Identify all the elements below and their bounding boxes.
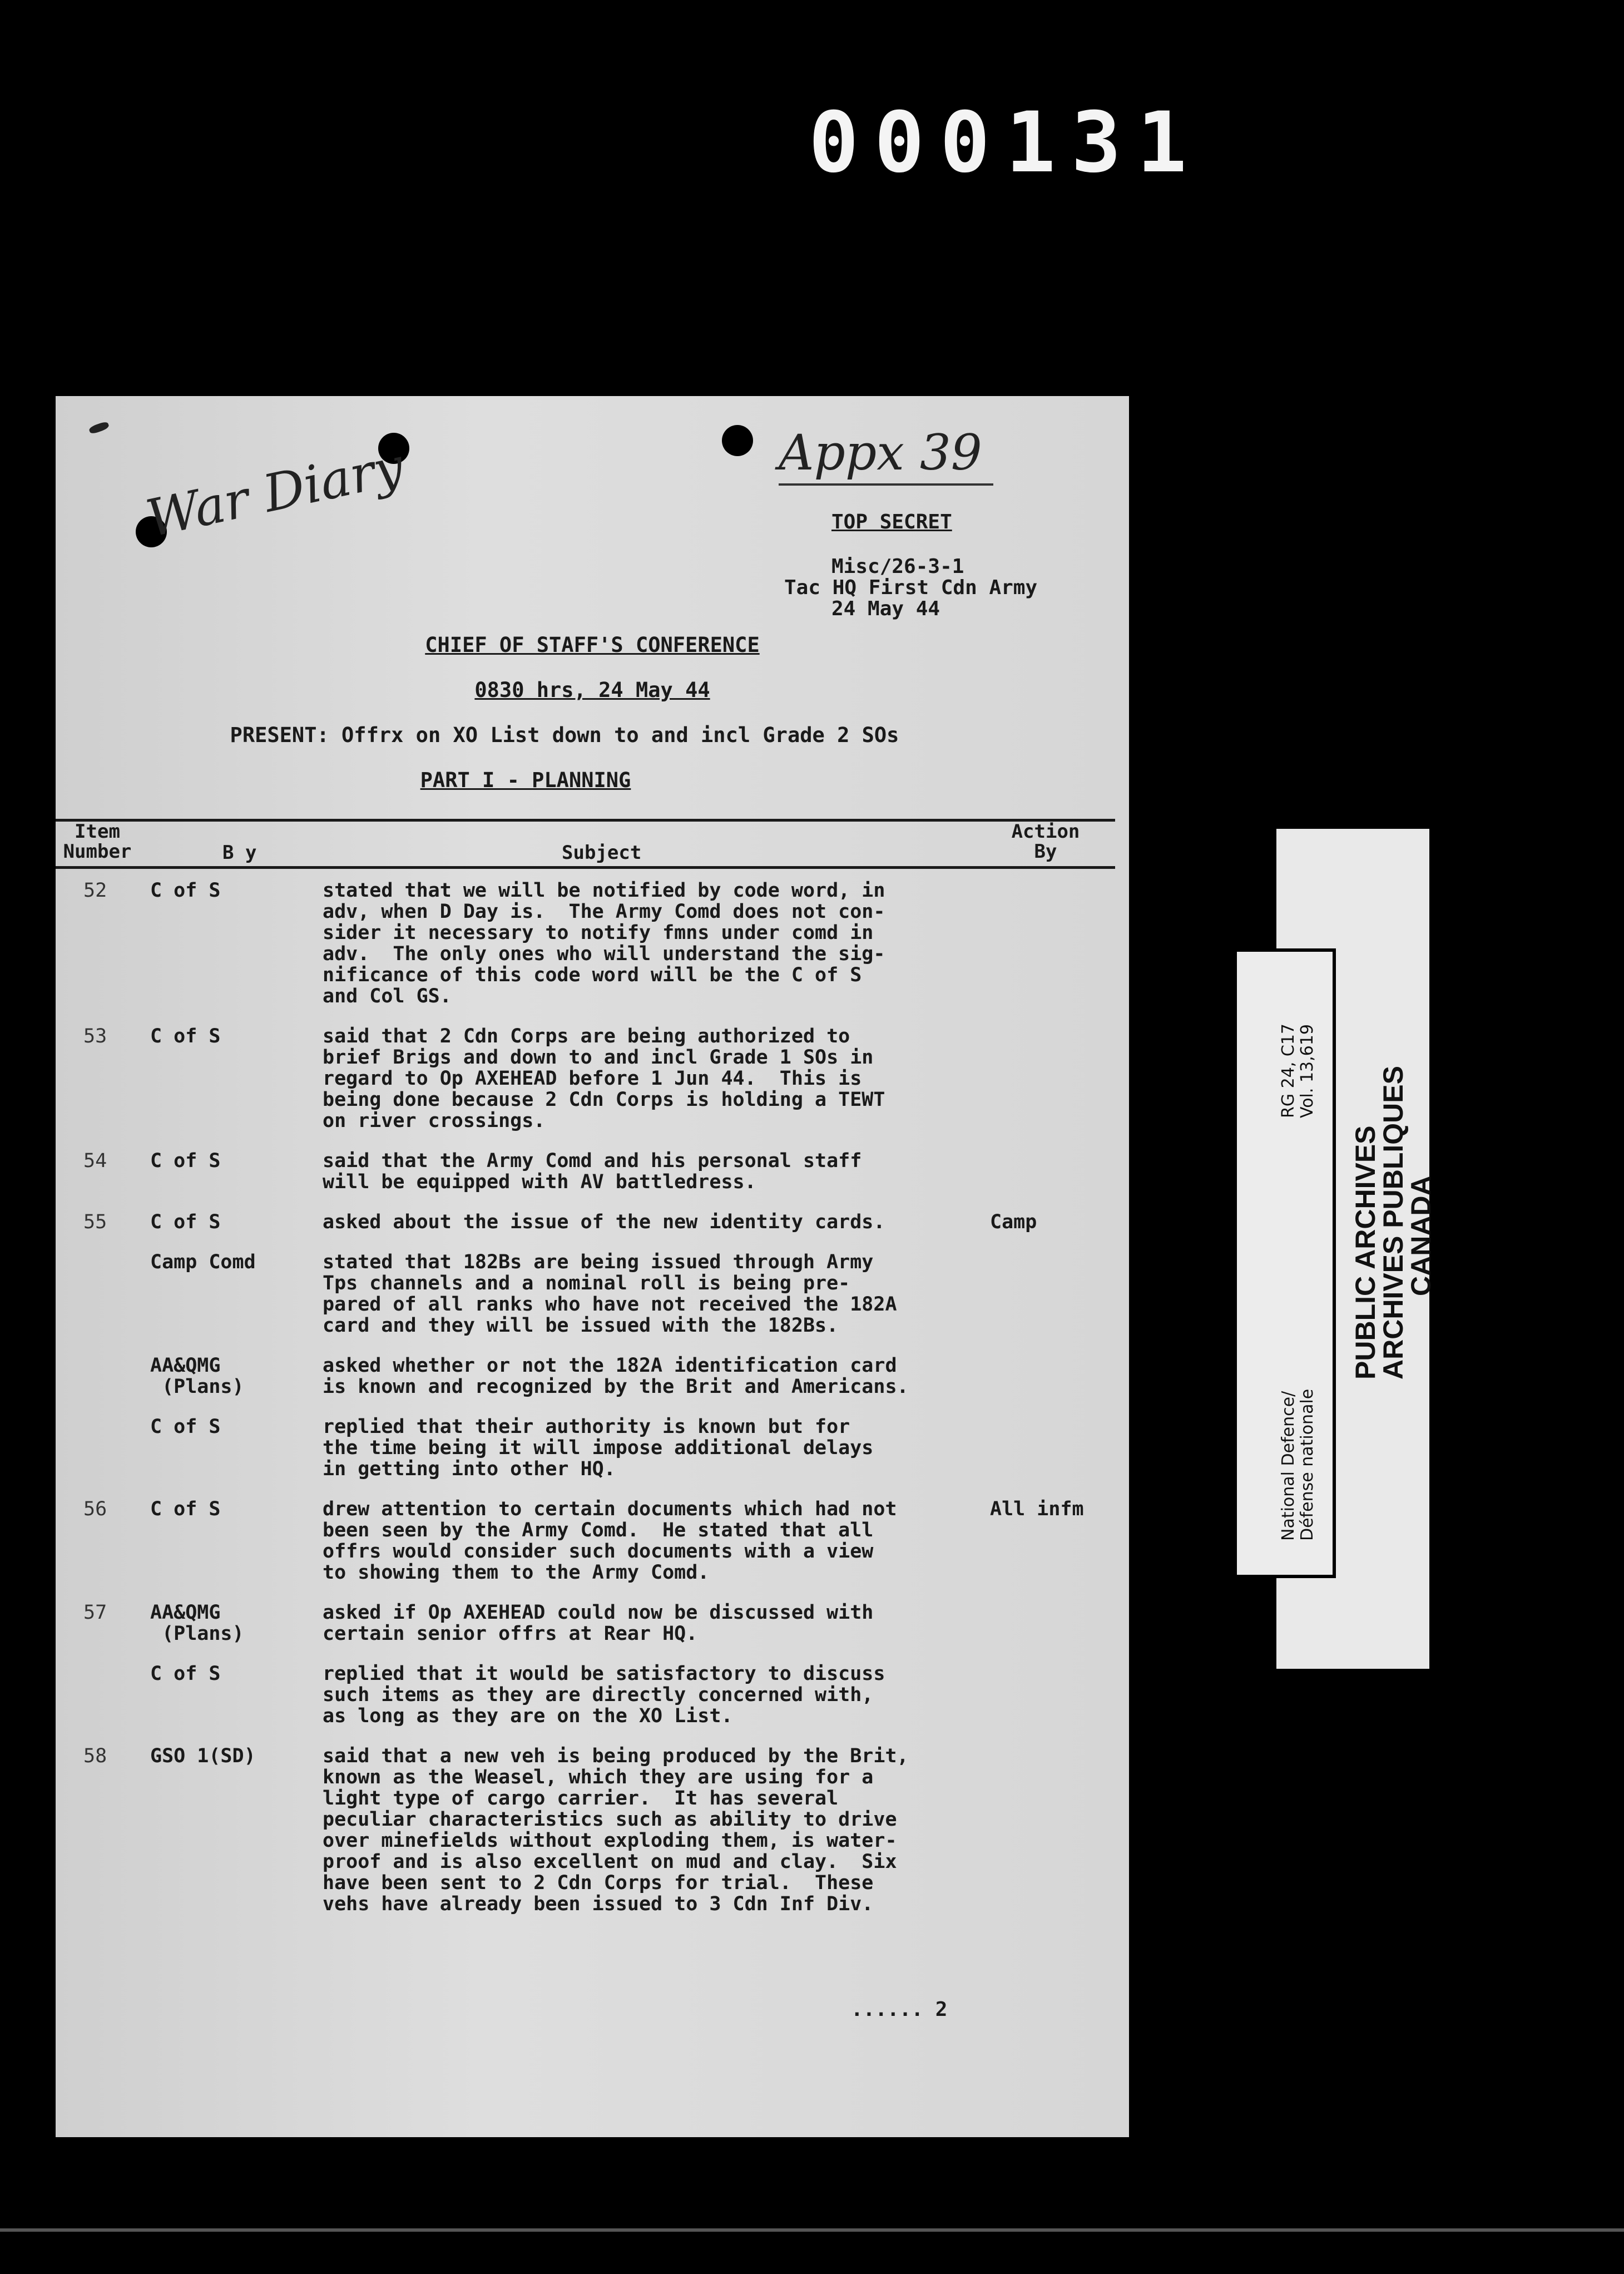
hq-name: Tac HQ First Cdn Army (784, 576, 1038, 599)
col-by: B y (222, 842, 257, 864)
document-page (56, 396, 1129, 2137)
table-row (56, 1416, 1129, 1480)
item-subject: stated that 182Bs are being issued through Army Tps channels and a nominal roll is being pre- pared of all ranks who have not received the 182A card and they will be issued with the 182Bs. (323, 1251, 897, 1337)
item-subject: replied that it would be satisfactory to discuss such items as they are directly concerned with, as long as they are on the XO List. (323, 1663, 885, 1727)
item-number: 52 (83, 879, 107, 902)
item-by: C of S (150, 1025, 221, 1047)
archive-name-fr: ARCHIVES PUBLIQUES (1378, 1066, 1409, 1380)
frame-digit: 1 (1136, 95, 1187, 191)
table-row (56, 1252, 1129, 1336)
item-number: 53 (83, 1025, 107, 1047)
record-group: RG 24, C17 (1279, 1024, 1298, 1118)
record-group-stamp (1279, 1024, 1317, 1118)
frame-digit: 0 (808, 95, 859, 191)
col-item-label: Item (75, 820, 120, 843)
item-subject: said that 2 Cdn Corps are being authorized to brief Brigs and down to and incl Grade 1 SOs in regard to Op AXEHEAD before 1 Jun 44. This is being done because 2 Cdn Corps is holding a TEWT on river crossings. (323, 1025, 885, 1132)
table-row (56, 1150, 1129, 1193)
item-by: C of S (150, 1416, 221, 1438)
col-subject: Subject (562, 842, 642, 864)
scan-edge-line (0, 2228, 1624, 2232)
conference-title: CHIEF OF STAFF'S CONFERENCE (425, 633, 760, 657)
table-row (56, 1212, 1129, 1233)
table-row (56, 1355, 1129, 1397)
item-by: C of S (150, 1211, 221, 1233)
frame-digit: 0 (874, 95, 925, 191)
item-subject: asked whether or not the 182A identification card is known and recognized by the Brit and Americans. (323, 1354, 909, 1398)
classification: TOP SECRET (831, 511, 952, 533)
ink-smudge (88, 421, 110, 434)
item-action: All infm (990, 1498, 1084, 1520)
item-by: AA&QMG (Plans) (150, 1354, 244, 1398)
table-header (56, 819, 1115, 869)
table-row (56, 880, 1129, 1007)
part-heading: PART I - PLANNING (420, 768, 631, 792)
item-subject: asked about the issue of the new identity cards. (323, 1211, 885, 1233)
item-subject: drew attention to certain documents which had not been seen by the Army Comd. He stated that all offrs would consider such documents with a view to showing them to the Army Comd. (323, 1498, 897, 1584)
table-row (56, 1499, 1129, 1583)
item-by: C of S (150, 1498, 221, 1520)
page-continuation: ...... 2 (851, 1998, 948, 2021)
header-block (723, 512, 1037, 620)
col-action-label: Action (1011, 820, 1080, 843)
frame-number (801, 95, 1195, 191)
minutes-table (56, 880, 1129, 1934)
item-subject: said that a new veh is being produced by the Brit, known as the Weasel, which they are using for a light type of cargo carrier. It has several peculiar characteristics such as ability to drive over minefields without exploding them, is water- proof and is also excellent on mud and clay. Six have been sent to 2 Cdn Corps for trial. These vehs have already been issued to 3 Cdn Inf Div. (323, 1745, 909, 1915)
conference-time: 0830 hrs, 24 May 44 (474, 678, 710, 702)
present-line: PRESENT: Offrx on XO List down to and incl Grade 2 SOs (230, 723, 899, 747)
item-by: AA&QMG (Plans) (150, 1601, 244, 1645)
item-number: 56 (83, 1498, 107, 1520)
file-reference: Misc/26-3-1 (831, 555, 964, 578)
item-number: 54 (83, 1150, 107, 1172)
table-row (56, 1663, 1129, 1727)
frame-digit: 1 (1005, 95, 1056, 191)
item-number: 57 (83, 1601, 107, 1624)
volume-number: Vol. 13,619 (1298, 1024, 1317, 1118)
col-item-number (61, 822, 133, 862)
item-subject: stated that we will be notified by code word, in adv, when D Day is. The Army Comd does not con- sider it necessary to notify fmns under comd in adv. The only ones who will understand the sig- nificance of this code word will be the C of S and Col GS. (323, 879, 885, 1007)
document-date: 24 May 44 (831, 597, 940, 620)
archive-name-en: PUBLIC ARCHIVES (1350, 1125, 1381, 1380)
table-row (56, 1602, 1129, 1644)
item-by: Camp Comd (150, 1251, 256, 1273)
col-action-by-label: By (1034, 841, 1057, 863)
table-row (56, 1746, 1129, 1915)
frame-digit: 0 (939, 95, 991, 191)
department-fr: Défense nationale (1298, 1388, 1317, 1541)
item-subject: said that the Army Comd and his personal staff will be equipped with AV battledress. (323, 1150, 862, 1193)
item-by: C of S (150, 1150, 221, 1172)
title-block (56, 633, 1129, 813)
item-number: 58 (83, 1745, 107, 1767)
table-row (56, 1026, 1129, 1131)
item-subject: replied that their authority is known but for the time being it will impose additional delays in getting into other HQ. (323, 1416, 874, 1480)
item-by: C of S (150, 879, 221, 902)
archive-country: CANADA (1405, 1175, 1437, 1296)
archive-name-stamp (1351, 1066, 1435, 1380)
punch-hole (722, 425, 753, 456)
handwritten-war-diary: War Diary (141, 436, 409, 549)
col-number-label: Number (63, 841, 132, 863)
item-by: C of S (150, 1663, 221, 1685)
item-subject: asked if Op AXEHEAD could now be discussed with certain senior offrs at Rear HQ. (323, 1601, 874, 1645)
item-by: GSO 1(SD) (150, 1745, 256, 1767)
handwritten-appendix-number: Appx 39 (779, 424, 993, 486)
item-number: 55 (83, 1211, 107, 1233)
frame-digit: 3 (1071, 95, 1122, 191)
item-action: Camp (990, 1211, 1037, 1233)
department-stamp (1279, 1389, 1317, 1541)
department-en: National Defence/ (1279, 1391, 1298, 1541)
col-action-by (996, 822, 1096, 862)
